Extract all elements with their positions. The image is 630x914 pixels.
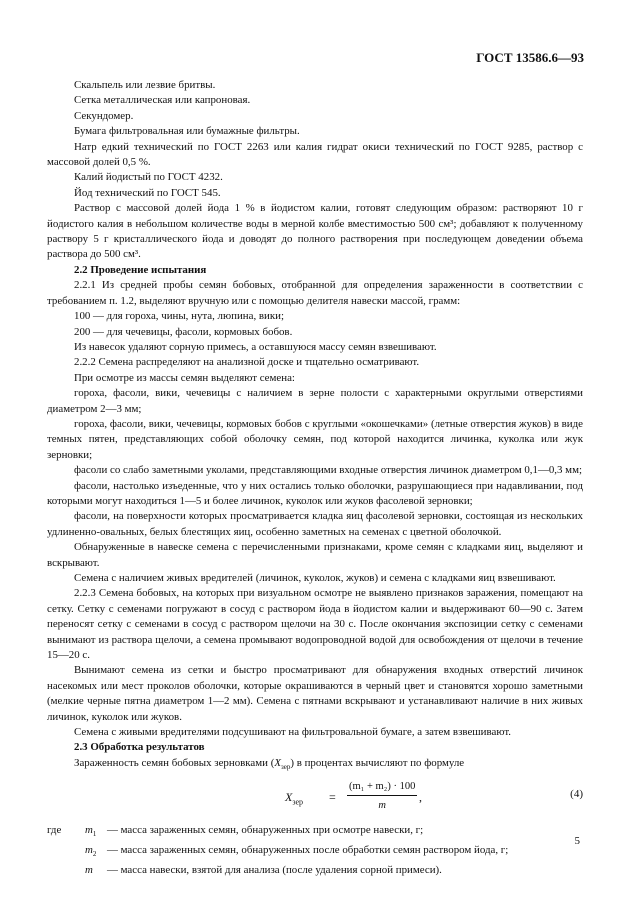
formula-fraction [347, 779, 417, 813]
formula-numerator: (m₁ + m₂) · 100 [347, 779, 417, 795]
paragraph: Бумага фильтровальная или бумажные фильтры. [74, 125, 300, 138]
paragraph: Раствор с массовой долей йода 1 % в йодистом калии, готовят следующим образом: растворяют 10 г йодистого калия в небольшом количестве воды в мерной колбе вместимостью 500 см³; добавляют к полученному раствору 5 г кристаллического йода и доводят до полного растворения при последующем доведении объема раствора до 500 см³. [47, 202, 583, 261]
paragraph: Из навесок удаляют сорную примесь, а оставшуюся массу семян взвешивают. [74, 340, 437, 353]
paragraph: 100 — для гороха, чины, нута, люпина, вики; [74, 310, 285, 323]
paragraph: фасоли со слабо заметными уколами, представляющими входные отверстия личинок диаметром 0,1—0,3 мм; [74, 464, 582, 477]
paragraph: гороха, фасоли, вики, чечевицы с наличием в зерне полости с характерными округлыми отверстиями диаметром 2—3 мм; [47, 387, 583, 415]
legend-row: m — масса навески, взятой для анализа (после удаления сорной примеси). [85, 863, 442, 876]
paragraph: 2.2.3 Семена бобовых, на которых при визуальном осмотре не выявлено признаков заражения, помещают на сетку. Сетку с семенами погружают в сосуд с раствором йода в йодистом калии и выдерживают 60—90 с. Затем переносят сетку с семенами в сосуд с раствором щелочи на 30 с. После окончания экспозиции сетку с семенами вынимают из раствора щелочи, а семена промывают водопроводной водой для освобождения от щелочи в течение 15—20 с. [47, 587, 583, 662]
paragraph: Семена с наличием живых вредителей (личинок, куколок, жуков) и семена с кладками яиц взвешивают. [74, 572, 556, 584]
section-heading-2-3: 2.3 Обработка результатов [74, 741, 205, 754]
paragraph: 200 — для чечевицы, фасоли, кормовых бобов. [74, 325, 293, 338]
paragraph: фасоли, на поверхности которых просматривается кладка яиц фасолевой зерновки, состоящая из нескольких удлиненно-овальных, белых блестящих яиц, особенно заметных на семенах с цветной оболочкой. [47, 510, 583, 538]
paragraph: гороха, фасоли, вики, чечевицы, кормовых бобов с круглыми «окошечками» (летные отверстия жуков) в виде темных пятен, представляющих собой оболочку семян, под которой находится личинка, куколка или жук зерновки; [47, 417, 583, 461]
paragraph: Секундомер. [74, 109, 134, 122]
paragraph: Обнаруженные в навеске семена с перечисленными признаками, кроме семян с кладками яиц, выделяют и вскрывают. [47, 541, 583, 569]
paragraph: 2.2.2 Семена распределяют на анализной доске и тщательно осматривают. [74, 356, 420, 369]
formula-equals: = [329, 790, 336, 805]
paragraph: Вынимают семена из сетки и быстро просматривают для обнаружения входных отверстий личинок насекомых или мест проколов оболочки, которые окрашиваются в черный цвет и становятся хорошо заметными (мелкие черные пятна диаметром 1—2 мм). Семена с пятнами вскрывают и устанавливают наличие в них живых личинок, куколок или жуков. [47, 664, 583, 723]
formula-denominator: m [378, 799, 386, 811]
formula-intro: Зараженность семян бобовых зерновками $(X_{зер})$ в процентах вычисляют по формуле [74, 756, 465, 772]
page-number: 5 [574, 835, 580, 847]
test-procedure [47, 278, 583, 740]
paragraph: Натр едкий технический по ГОСТ 2263 или калия гидрат окиси технический по ГОСТ 9285, раствор с массовой долей 0,5 %. [47, 140, 583, 169]
document-header: ГОСТ 13586.6—93 [476, 50, 584, 65]
paragraph: Скальпель или лезвие бритвы. [74, 79, 216, 91]
formula-4 [47, 779, 583, 821]
section-heading-2-2: 2.2 Проведение испытания [74, 263, 207, 276]
legend-row: $m_2$ — масса зараженных семян, обнаруженных после обработки семян раствором йода, г; [85, 844, 509, 859]
paragraph: Семена с живыми вредителями подсушивают на фильтровальной бумаге, а затем взвешивают. [74, 726, 511, 739]
paragraph: Калий йодистый по ГОСТ 4232. [74, 171, 223, 184]
paragraph: Сетка металлическая или капроновая. [74, 94, 251, 107]
document-body [47, 78, 583, 882]
materials-list [47, 78, 583, 263]
paragraph: При осмотре из массы семян выделяют семена: [74, 371, 295, 384]
formula-lhs: $X_{зер}$ [285, 790, 304, 807]
paragraph: Йод технический по ГОСТ 545. [74, 186, 221, 199]
formula-comma: , [419, 790, 422, 805]
formula-number: (4) [570, 788, 583, 801]
formula-legend [47, 823, 583, 882]
paragraph: фасоли, настолько изъеденные, что у них остались только оболочки, разрушающиеся при надавливании, под которыми могут находиться 1—5 и более личинок, куколок или жуков фасолевой зерновки; [47, 479, 583, 507]
paragraph: 2.2.1 Из средней пробы семян бобовых, отобранной для определения зараженности в соответствии с требованием п. 1.2, выделяют вручную или с помощью делителя навески массой, грамм: [47, 279, 583, 307]
legend-row: где $m_1$ — масса зараженных семян, обнаруженных при осмотре навески, г; [47, 824, 424, 839]
